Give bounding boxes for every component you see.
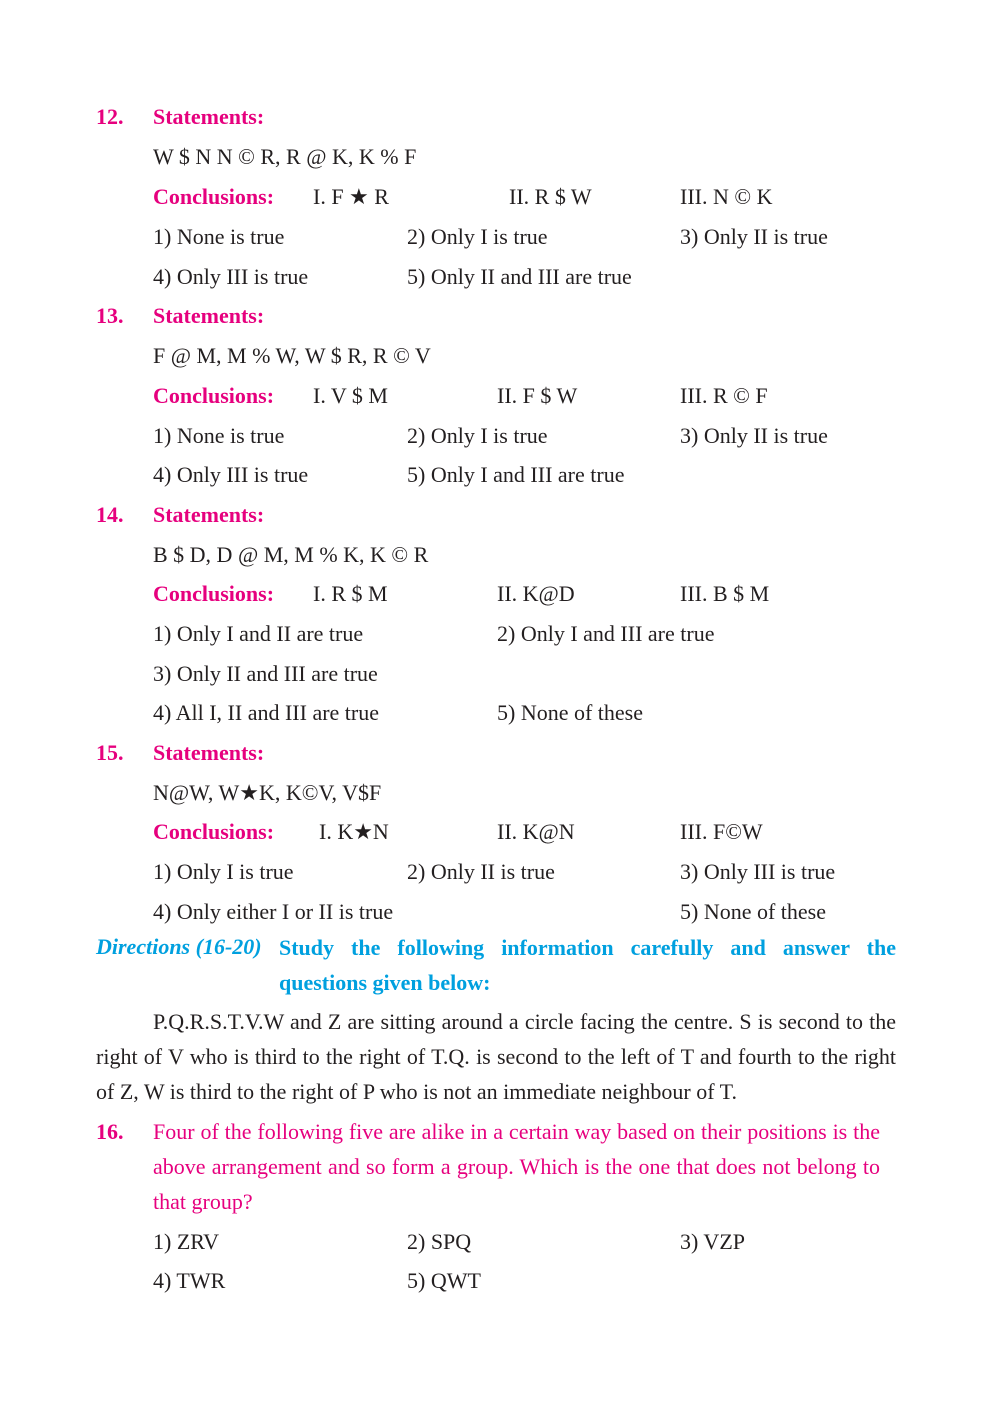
option-4: 4) TWR — [153, 1268, 226, 1293]
option-2: 2) Only I and III are true — [497, 621, 715, 646]
option-4: 4) Only either I or II is true — [153, 899, 394, 924]
statements-heading: Statements: — [153, 502, 265, 527]
option-2: 2) SPQ — [407, 1229, 472, 1254]
conclusions-heading: Conclusions: — [153, 184, 275, 209]
conclusion-2: II. R $ W — [509, 184, 592, 209]
conclusion-3: III. N © K — [680, 184, 773, 209]
conclusions-heading: Conclusions: — [153, 581, 275, 606]
option-2: 2) Only II is true — [407, 859, 555, 884]
conclusion-1: I. V $ M — [313, 383, 388, 408]
statement-text: N@W, W★K, K©V, V$F — [153, 780, 382, 805]
statement-text: B $ D, D @ M, M % K, K © R — [153, 542, 429, 567]
option-4: 4) All I, II and III are true — [153, 700, 380, 725]
conclusion-2: II. F $ W — [497, 383, 578, 408]
statement-text: W $ N N © R, R @ K, K % F — [153, 144, 417, 169]
option-4: 4) Only III is true — [153, 264, 309, 289]
option-1: 1) None is true — [153, 224, 285, 249]
option-5: 5) None of these — [497, 700, 644, 725]
option-3: 3) Only II and III are true — [153, 661, 378, 686]
option-3: 3) Only II is true — [680, 224, 828, 249]
conclusions-heading: Conclusions: — [153, 383, 275, 408]
directions-label: Directions (16-20) — [96, 934, 262, 959]
conclusion-1: I. R $ M — [313, 581, 388, 606]
question-number: 15. — [96, 740, 124, 765]
conclusion-2: II. K@N — [497, 819, 575, 844]
option-2: 2) Only I is true — [407, 224, 548, 249]
option-3: 3) VZP — [680, 1229, 745, 1254]
statements-heading: Statements: — [153, 104, 265, 129]
option-3: 3) Only II is true — [680, 423, 828, 448]
option-1: 1) ZRV — [153, 1229, 220, 1254]
question-number: 12. — [96, 104, 124, 129]
directions-text: Study the following information carefully and answer the questions given below: — [279, 935, 896, 995]
statement-text: F @ M, M % W, W $ R, R © V — [153, 343, 431, 368]
conclusion-1: I. F ★ R — [313, 184, 389, 209]
option-1: 1) Only I and II are true — [153, 621, 364, 646]
conclusions-heading: Conclusions: — [153, 819, 275, 844]
conclusion-1: I. K★N — [319, 819, 389, 844]
option-1: 1) Only I is true — [153, 859, 294, 884]
conclusion-3: III. B $ M — [680, 581, 770, 606]
question-text: Four of the following five are alike in a certain way based on their positions is the above arrangement and so form a group. Which is the one that does not belong to that group? — [153, 1119, 880, 1214]
option-4: 4) Only III is true — [153, 462, 309, 487]
option-5: 5) None of these — [680, 899, 827, 924]
question-number: 16. — [96, 1119, 124, 1144]
option-1: 1) None is true — [153, 423, 285, 448]
option-2: 2) Only I is true — [407, 423, 548, 448]
option-5: 5) Only I and III are true — [407, 462, 625, 487]
conclusion-3: III. F©W — [680, 819, 763, 844]
question-number: 13. — [96, 303, 124, 328]
statements-heading: Statements: — [153, 303, 265, 328]
question-number: 14. — [96, 502, 124, 527]
conclusion-2: II. K@D — [497, 581, 575, 606]
option-5: 5) Only II and III are true — [407, 264, 632, 289]
option-3: 3) Only III is true — [680, 859, 836, 884]
statements-heading: Statements: — [153, 740, 265, 765]
passage-text: P.Q.R.S.T.V.W and Z are sitting around a circle facing the centre. S is second to the right of V who is third to the right of T.Q. is second to the left of T and fourth to the right of Z, W is third to the right of P who is not an immediate neighbour of T. — [96, 1009, 896, 1104]
conclusion-3: III. R © F — [680, 383, 768, 408]
option-5: 5) QWT — [407, 1268, 481, 1293]
